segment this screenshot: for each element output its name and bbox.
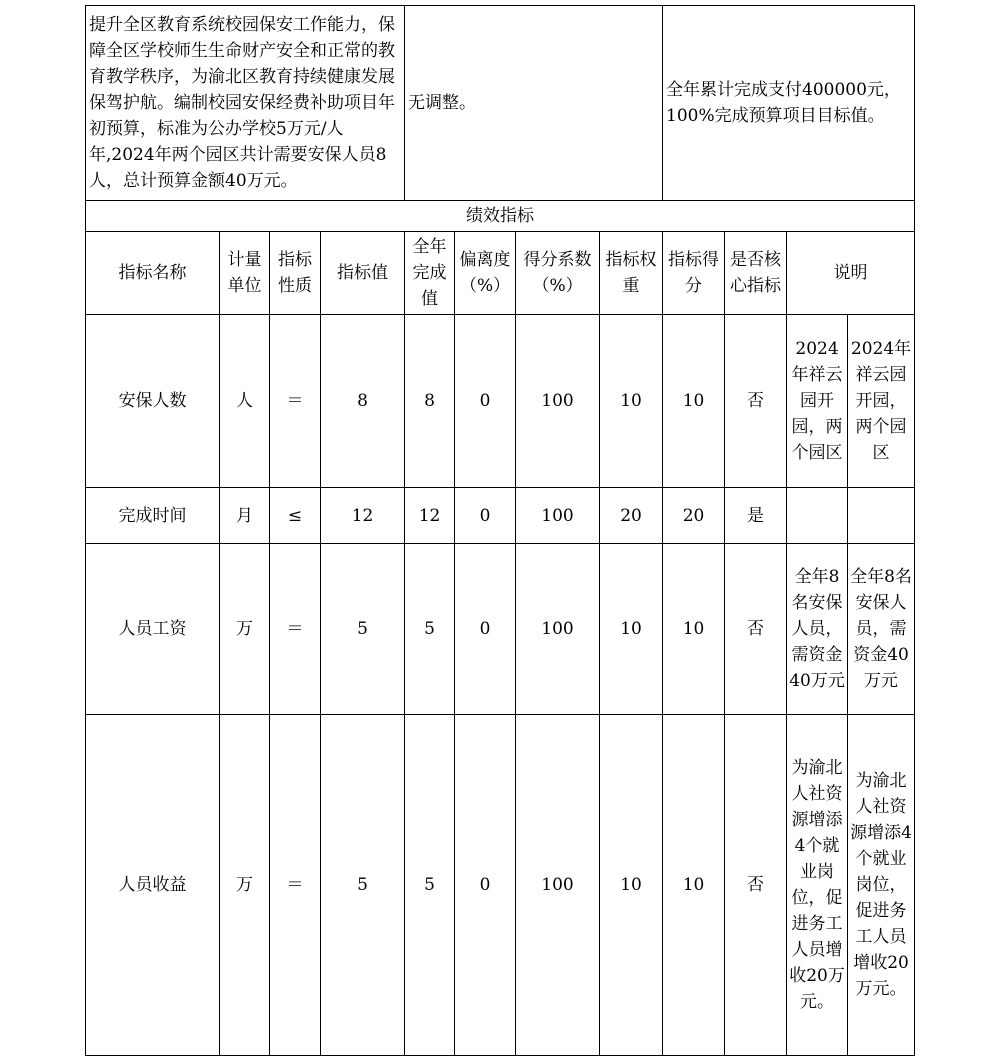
cell-unit: 万 (220, 715, 270, 1056)
cell-note-1: 全年8名安保人员，需资金40万元 (787, 544, 848, 715)
cell-nature: ≤ (270, 488, 321, 544)
cell-target: 8 (321, 315, 405, 488)
cell-note-2: 2024年祥云园开园，两个园区 (848, 315, 915, 488)
cell-core: 否 (725, 315, 787, 488)
cell-name: 安保人数 (86, 315, 220, 488)
cell-target: 5 (321, 544, 405, 715)
cell-score: 20 (663, 488, 725, 544)
cell-actual: 8 (405, 315, 455, 488)
cell-note-1: 2024年祥云园开园，两个园区 (787, 315, 848, 488)
table-row (86, 544, 915, 715)
header-score: 指标得分 (663, 232, 725, 315)
cell-deviation: 0 (455, 315, 516, 488)
cell-actual: 12 (405, 488, 455, 544)
cell-target: 5 (321, 715, 405, 1056)
header-core: 是否核心指标 (725, 232, 787, 315)
cell-score: 10 (663, 315, 725, 488)
header-name: 指标名称 (86, 232, 220, 315)
cell-weight: 10 (600, 315, 663, 488)
cell-note-1: 为渝北人社资源增添4个就业岗位，促进务工人员增收20万元。 (787, 715, 848, 1056)
cell-coef: 100 (516, 715, 600, 1056)
cell-deviation: 0 (455, 488, 516, 544)
cell-deviation: 0 (455, 544, 516, 715)
adjustment-note: 无调整。 (405, 6, 663, 201)
cell-note-2: 全年8名安保人员，需资金40万元 (848, 544, 915, 715)
section-title-row (86, 201, 915, 232)
cell-nature: ＝ (270, 715, 321, 1056)
header-coef: 得分系数（%） (516, 232, 600, 315)
cell-note-2 (848, 488, 915, 544)
header-nature: 指标性质 (270, 232, 321, 315)
table-row (86, 715, 915, 1056)
cell-name: 人员收益 (86, 715, 220, 1056)
cell-score: 10 (663, 715, 725, 1056)
performance-table (85, 5, 915, 1056)
cell-unit: 万 (220, 544, 270, 715)
cell-weight: 20 (600, 488, 663, 544)
cell-weight: 10 (600, 544, 663, 715)
table-row (86, 488, 915, 544)
header-row (86, 232, 915, 315)
table-row (86, 315, 915, 488)
cell-unit: 人 (220, 315, 270, 488)
cell-score: 10 (663, 544, 725, 715)
cell-unit: 月 (220, 488, 270, 544)
header-deviation: 偏离度（%） (455, 232, 516, 315)
header-target: 指标值 (321, 232, 405, 315)
cell-deviation: 0 (455, 715, 516, 1056)
cell-core: 否 (725, 715, 787, 1056)
cell-weight: 10 (600, 715, 663, 1056)
cell-core: 否 (725, 544, 787, 715)
cell-note-2: 为渝北人社资源增添4个就业岗位，促进务工人员增收20万元。 (848, 715, 915, 1056)
summary-row (86, 6, 915, 201)
header-note: 说明 (787, 232, 915, 315)
cell-actual: 5 (405, 544, 455, 715)
project-description: 提升全区教育系统校园保安工作能力，保障全区学校师生生命财产安全和正常的教育教学秩序，为渝北区教育持续健康发展保驾护航。编制校园安保经费补助项目年初预算，标准为公办学校5万元/人年,2024年两个园区共计需要安保人员8人，总计预算金额40万元。 (86, 6, 405, 201)
cell-coef: 100 (516, 315, 600, 488)
header-unit: 计量单位 (220, 232, 270, 315)
cell-target: 12 (321, 488, 405, 544)
completion-note: 全年累计完成支付400000元，100%完成预算项目目标值。 (663, 6, 915, 201)
cell-core: 是 (725, 488, 787, 544)
cell-coef: 100 (516, 544, 600, 715)
cell-actual: 5 (405, 715, 455, 1056)
cell-note-1 (787, 488, 848, 544)
cell-name: 人员工资 (86, 544, 220, 715)
cell-nature: ＝ (270, 544, 321, 715)
section-title: 绩效指标 (86, 201, 915, 232)
cell-name: 完成时间 (86, 488, 220, 544)
header-weight: 指标权重 (600, 232, 663, 315)
cell-nature: ＝ (270, 315, 321, 488)
header-actual: 全年完成值 (405, 232, 455, 315)
cell-coef: 100 (516, 488, 600, 544)
